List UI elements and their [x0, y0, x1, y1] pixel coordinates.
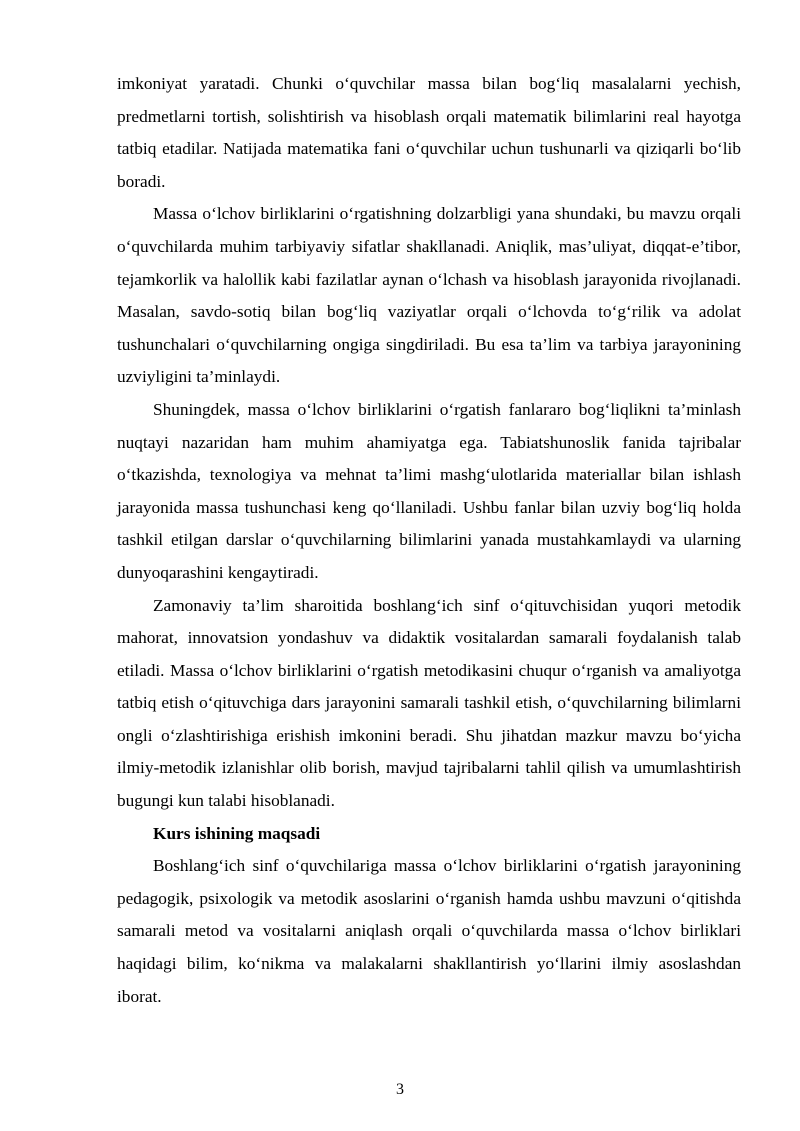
paragraph-goal: Boshlang‘ich sinf o‘quvchilariga massa o‘lchov birliklarini o‘rgatish jarayonining pedagogik, psixologik va metodik asoslarini o‘rganish hamda ushbu mavzuni o‘qitishda samarali metod va vositalarni aniqlash orqali o‘quvchilarda massa o‘lchov birliklari haqidagi bilim, ko‘nikma va malakalarni shakllantirish yo‘llarini ilmiy asoslashdan iborat. — [117, 856, 741, 1006]
paragraph-continuation: imkoniyat yaratadi. Chunki o‘quvchilar massa bilan bog‘liq masalalarni yechish, predmetlarni tortish, solishtirish va hisoblash orqali matematik bilimlarini real hayotga tatbiq etadilar. Natijada matematika fani o‘quvchilar uchun tushunarli va qiziqarli bo‘lib boradi. — [117, 74, 741, 191]
document-body — [117, 68, 741, 1013]
paragraph-interdisciplinary: Shuningdek, massa o‘lchov birliklarini o‘rgatish fanlararo bog‘liqlikni ta’minlash nuqtayi nazaridan ham muhim ahamiyatga ega. Tabiatshunoslik fanida tajribalar o‘tkazishda, texnologiya va mehnat ta’limi mashg‘ulotlarida materiallar bilan ishlash jarayonida massa tushunchasi keng qo‘llaniladi. Ushbu fanlar bilan uzviy bog‘liq holda tashkil etilgan darslar o‘quvchilarning bilimlarini yanada mustahkamlaydi va ularning dunyoqarashini kengaytiradi. — [117, 399, 741, 582]
paragraph-relevance: Massa o‘lchov birliklarini o‘rgatishning dolzarbligi yana shundaki, bu mavzu orqali o‘quvchilarda muhim tarbiyaviy sifatlar shakllanadi. Aniqlik, mas’uliyat, diqqat-e’tibor, tejamkorlik va halollik kabi fazilatlar aynan o‘lchash va hisoblash jarayonida rivojlanadi. Masalan, savdo-sotiq bilan bog‘liq vaziyatlar orqali o‘lchovda to‘g‘rilik va adolat tushunchalari o‘quvchilarning ongiga singdiriladi. Bu esa ta’lim va tarbiya jarayonining uzviyligini ta’minlaydi. — [117, 204, 741, 387]
page-number: 3 — [396, 1081, 404, 1098]
section-heading: Kurs ishining maqsadi — [153, 823, 321, 843]
paragraph-modern-education: Zamonaviy ta’lim sharoitida boshlang‘ich sinf o‘qituvchisidan yuqori metodik mahorat, innovatsion yondashuv va didaktik vositalardan samarali foydalanish talab etiladi. Massa o‘lchov birliklarini o‘rgatish metodikasini chuqur o‘rganish va amaliyotga tatbiq etish o‘qituvchiga dars jarayonini samarali tashkil etish, o‘quvchilarning bilimlarni ongli o‘zlashtirishiga erishish imkonini beradi. Shu jihatdan mazkur mavzu bo‘yicha ilmiy-metodik izlanishlar olib borish, mavjud tajribalarni tahlil qilish va umumlashtirish bugungi kun talabi hisoblanadi. — [117, 595, 741, 811]
